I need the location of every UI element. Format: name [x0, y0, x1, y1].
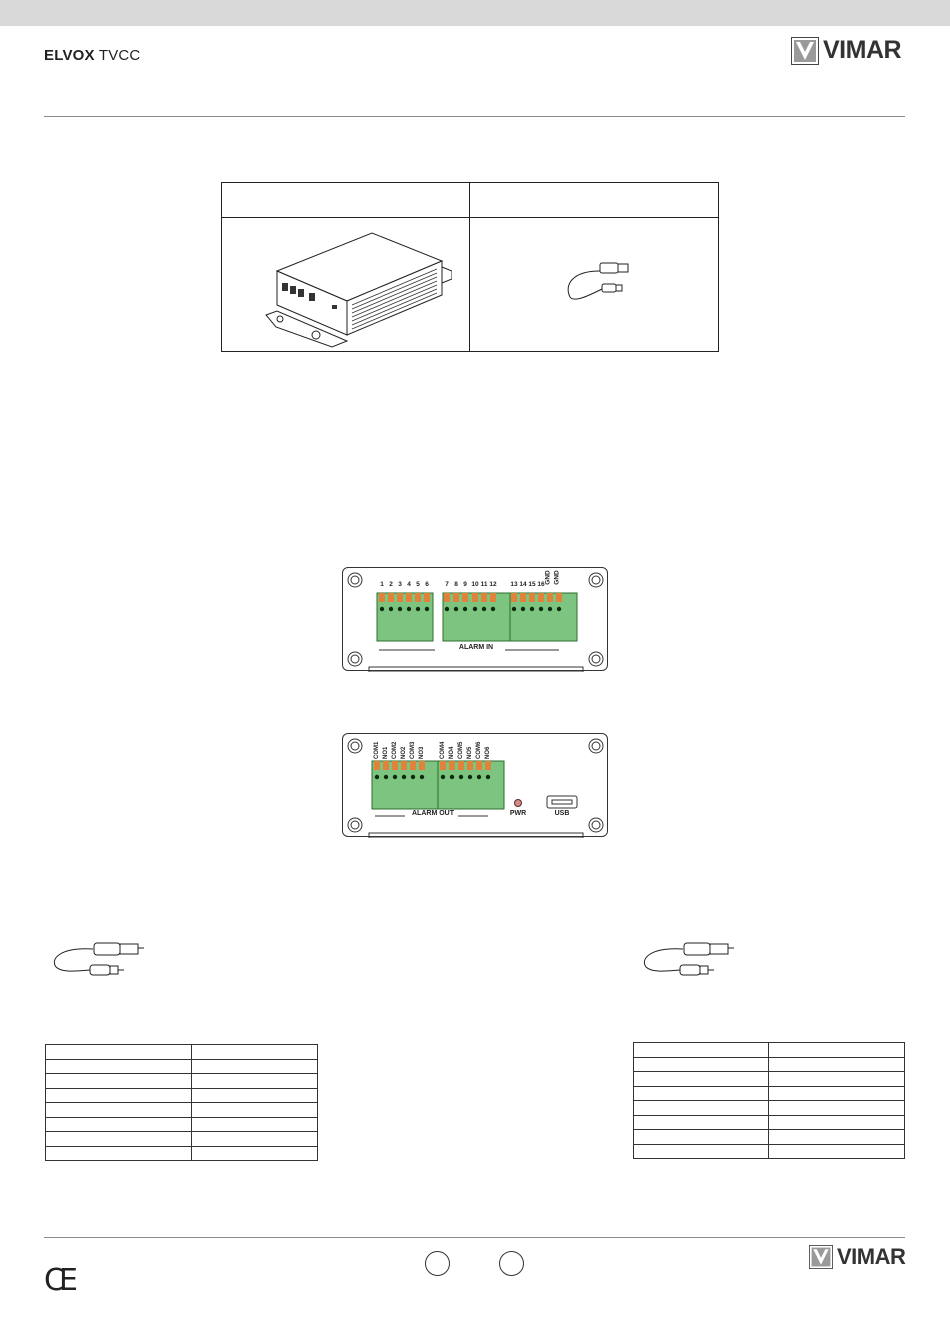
alarm-in-pin-label: 3 — [398, 581, 402, 588]
alarm-out-terminal-lever — [419, 761, 425, 770]
alarm-out-terminal-lever — [458, 761, 464, 770]
vimar-logo-text: VIMAR — [837, 1244, 906, 1269]
alarm-in-pin-label: 6 — [425, 581, 429, 588]
alarm-in-terminal-hole — [416, 607, 420, 611]
alarm-out-terminal-hole — [486, 775, 490, 779]
right-data-table — [633, 1042, 905, 1159]
alarm-out-terminal-lever — [392, 761, 398, 770]
alarm-in-pin-label: 15 — [528, 581, 536, 588]
alarm-in-terminal-lever — [424, 593, 430, 602]
alarm-in-terminal-lever — [547, 593, 553, 602]
alarm-in-terminal-hole — [539, 607, 543, 611]
alarm-in-terminal-hole — [463, 607, 467, 611]
alarm-in-terminal-lever — [472, 593, 478, 602]
alarm-out-terminal-hole — [477, 775, 481, 779]
alarm-in-terminal-hole — [473, 607, 477, 611]
alarm-out-pin-label: COM2 — [392, 741, 398, 759]
alarm-in-pin-label: 16 — [537, 581, 545, 588]
footer-rule — [44, 1237, 905, 1238]
top-bar — [0, 0, 950, 26]
table-row — [46, 1088, 318, 1103]
alarm-in-panel — [342, 567, 608, 671]
device-box-illustration — [252, 223, 452, 348]
brand-tvcc: TVCC — [94, 47, 141, 64]
vimar-logo-text: VIMAR — [823, 36, 902, 64]
alarm-in-pin-label: 5 — [416, 581, 420, 588]
alarm-out-terminal-lever — [383, 761, 389, 770]
pwr-label: PWR — [509, 810, 527, 817]
table-row — [634, 1144, 905, 1159]
alarm-in-pin-label: 9 — [463, 581, 467, 588]
alarm-out-pin-label: NO3 — [419, 746, 425, 759]
alarm-in-terminal-lever — [556, 593, 562, 602]
alarm-in-terminal-lever — [511, 593, 517, 602]
alarm-in-terminal-lever — [538, 593, 544, 602]
alarm-in-pin-label: 1 — [380, 581, 384, 588]
alarm-in-pin-label: 14 — [519, 581, 527, 588]
alarm-out-pin-label: COM5 — [458, 741, 464, 759]
alarm-out-terminal-hole — [393, 775, 397, 779]
alarm-out-terminal-hole — [450, 775, 454, 779]
alarm-in-terminal-lever — [444, 593, 450, 602]
alarm-in-terminal-hole — [398, 607, 402, 611]
table-row — [634, 1072, 905, 1087]
alarm-out-terminal-hole — [384, 775, 388, 779]
table-row — [46, 1045, 318, 1060]
alarm-in-terminal-lever — [406, 593, 412, 602]
alarm-in-pin-label: 10 — [471, 581, 479, 588]
alarm-out-terminal-hole — [411, 775, 415, 779]
alarm-out-terminal-lever — [476, 761, 482, 770]
alarm-in-terminal-hole — [407, 607, 411, 611]
alarm-in-terminal-hole — [425, 607, 429, 611]
alarm-out-terminal-lever — [401, 761, 407, 770]
table-row — [634, 1057, 905, 1072]
alarm-out-pin-label: NO6 — [485, 746, 491, 759]
usb-label: USB — [554, 810, 570, 817]
brand-elvox-tvcc — [44, 47, 140, 64]
alarm-out-terminal-lever — [467, 761, 473, 770]
alarm-out-terminal-hole — [441, 775, 445, 779]
alarm-in-group-label: ALARM IN — [458, 644, 494, 651]
alarm-in-pin-label: 12 — [489, 581, 497, 588]
alarm-in-terminal-hole — [445, 607, 449, 611]
table-row — [46, 1103, 318, 1118]
alarm-out-pin-label: NO4 — [449, 746, 455, 759]
alarm-in-pin-label: GND — [553, 570, 561, 585]
alarm-in-terminal-hole — [530, 607, 534, 611]
usb-cable-left-illustration — [48, 937, 148, 982]
alarm-out-pin-label: COM1 — [374, 741, 380, 759]
alarm-out-pin-label: COM6 — [476, 741, 482, 759]
alarm-in-terminal-lever — [529, 593, 535, 602]
alarm-in-pin-label: 13 — [510, 581, 518, 588]
alarm-out-terminal-lever — [410, 761, 416, 770]
alarm-in-pin-label: 8 — [454, 581, 458, 588]
alarm-in-terminal-hole — [482, 607, 486, 611]
table-row — [634, 1101, 905, 1116]
alarm-in-terminal-hole — [548, 607, 552, 611]
alarm-in-terminal-lever — [520, 593, 526, 602]
alarm-out-pin-label: NO5 — [467, 746, 473, 759]
alarm-out-terminal-lever — [485, 761, 491, 770]
alarm-out-pin-label: NO1 — [383, 746, 389, 759]
alarm-in-terminal-hole — [512, 607, 516, 611]
alarm-out-terminal-lever — [449, 761, 455, 770]
alarm-in-pin-label: GND — [544, 570, 552, 585]
alarm-out-pin-label: COM3 — [410, 741, 416, 759]
alarm-out-terminal-hole — [402, 775, 406, 779]
alarm-out-panel — [342, 733, 608, 837]
header-rule — [44, 116, 905, 117]
table-row — [46, 1117, 318, 1132]
alarm-in-pin-label: 11 — [480, 581, 488, 588]
alarm-out-terminal-hole — [420, 775, 424, 779]
table-row — [634, 1115, 905, 1130]
package-contents-table — [221, 182, 719, 352]
alarm-out-terminal-hole — [468, 775, 472, 779]
alarm-out-terminal-lever — [440, 761, 446, 770]
alarm-out-pin-label: NO2 — [401, 746, 407, 759]
alarm-in-terminal-lever — [490, 593, 496, 602]
alarm-in-terminal-lever — [415, 593, 421, 602]
alarm-in-pin-label: 7 — [445, 581, 449, 588]
alarm-in-terminal-lever — [388, 593, 394, 602]
alarm-in-terminal-lever — [481, 593, 487, 602]
alarm-in-terminal-hole — [521, 607, 525, 611]
alarm-in-terminal-lever — [397, 593, 403, 602]
ce-mark: CE — [44, 1263, 72, 1298]
table-row — [46, 1074, 318, 1089]
alarm-in-terminal-lever — [453, 593, 459, 602]
vimar-logo-footer — [809, 1244, 905, 1270]
alarm-out-terminal-lever — [374, 761, 380, 770]
vimar-logo-header — [791, 36, 901, 65]
footer-circle-right — [499, 1251, 524, 1276]
table-row — [46, 1059, 318, 1074]
alarm-out-group-label: ALARM OUT — [412, 810, 454, 817]
alarm-in-terminal-hole — [491, 607, 495, 611]
table-row — [634, 1086, 905, 1101]
alarm-in-terminal-lever — [379, 593, 385, 602]
alarm-in-terminal-hole — [380, 607, 384, 611]
alarm-out-terminal-hole — [459, 775, 463, 779]
brand-elvox: ELVOX — [44, 47, 95, 64]
package-table-header-row — [222, 183, 718, 218]
alarm-in-terminal-hole — [557, 607, 561, 611]
alarm-in-terminal-lever — [462, 593, 468, 602]
usb-cable-illustration — [562, 255, 642, 305]
alarm-in-terminal-hole — [454, 607, 458, 611]
package-table-divider — [469, 183, 470, 351]
alarm-in-pin-label: 4 — [407, 581, 411, 588]
alarm-out-pin-label: COM4 — [440, 741, 446, 759]
alarm-out-terminal-hole — [375, 775, 379, 779]
table-row — [634, 1130, 905, 1145]
usb-cable-right-illustration — [638, 937, 738, 982]
footer-circle-left — [425, 1251, 450, 1276]
vimar-emblem-icon — [791, 37, 819, 65]
vimar-emblem-icon — [809, 1245, 833, 1269]
left-data-table — [45, 1044, 318, 1161]
alarm-in-pin-label: 2 — [389, 581, 393, 588]
alarm-in-terminal-hole — [389, 607, 393, 611]
table-row — [46, 1146, 318, 1161]
table-row — [634, 1043, 905, 1058]
table-row — [46, 1132, 318, 1147]
